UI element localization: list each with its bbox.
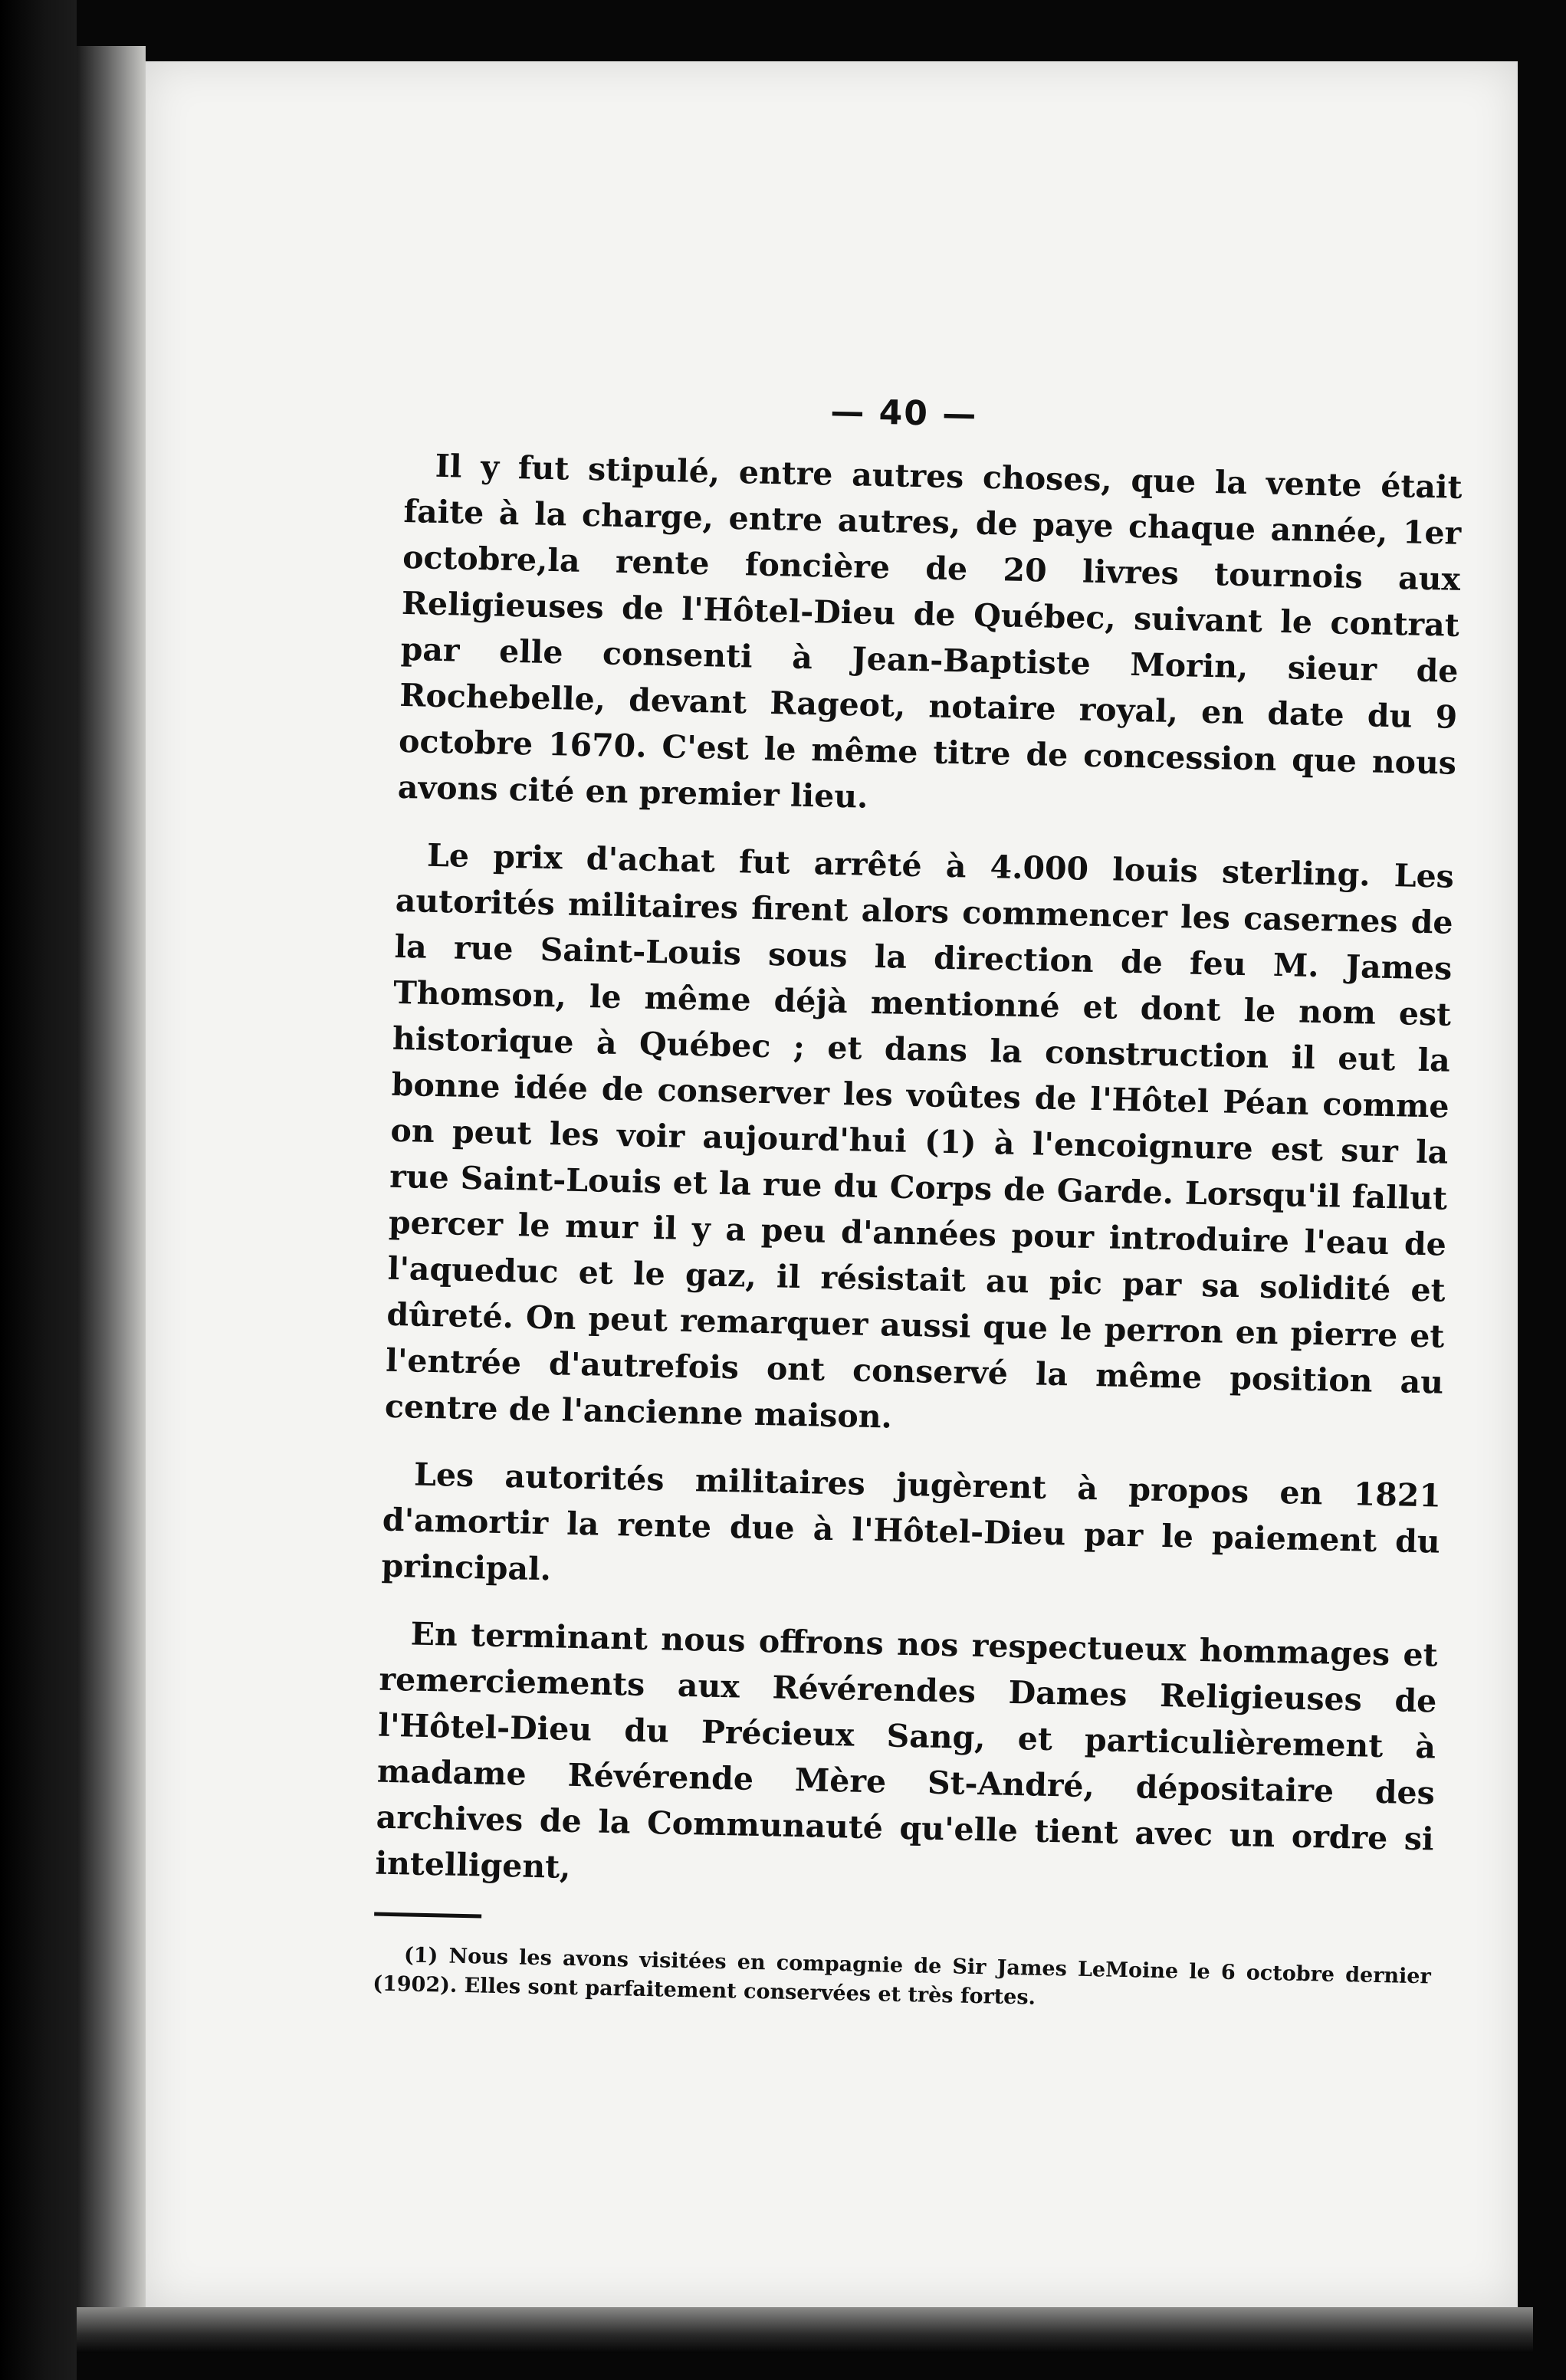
page-spine-edge: [77, 46, 146, 2338]
footnote-separator: [374, 1912, 481, 1919]
page-bottom-shadow: [77, 2307, 1533, 2353]
page-text-block: [372, 383, 1463, 2041]
scan-left-margin: [0, 0, 77, 2380]
paragraph-amortization: Les autorités militaires jugèrent à propos en 1821 d'amortir la rente due à l'Hôtel-Dieu par le paiement du principal.: [381, 1456, 1442, 1588]
paragraph-acknowledgements: En terminant nous offrons nos respectueux hommages et remerciements aux Révérendes Dames Religieuses de l'Hôtel-Dieu du Précieux Sang, et particulièrement à madame Révérende Mère St-André, dépositaire des archives de la Communauté qu'elle tient avec un ordre si intelligent,: [375, 1615, 1439, 1886]
paragraph-purchase-price: Le prix d'achat fut arrêté à 4.000 louis sterling. Les autorités militaires firent alors commencer les casernes de la rue Saint-Louis sous la direction de feu M. James Thomson, le même déjà mentionné et dont le nom est historique à Québec ; et dans la construction il eut la bonne idée de conserver les voûtes de l'Hôtel Péan comme on peut les voir aujourd'hui (1) à l'encoignure est sur la rue Saint-Louis et la rue du Corps de Garde. Lorsqu'il fallut percer le mur il y a peu d'années pour introduire l'eau de l'aqueduc et le gaz, il résistait au pic par sa solidité et dûreté. On peut remarquer aussi que le perron en pierre et l'entrée d'autrefois ont conservé la même position au centre de l'ancienne maison.: [384, 836, 1455, 1436]
paragraph-stipulation: Il y fut stipulé, entre autres choses, que la vente était faite à la charge, entre autres, de paye chaque année, 1er octobre,la rente foncière de 20 livres tournois aux Religieuses de l'Hôtel-Dieu de Québec, suivant le contrat par elle consenti à Jean-Baptiste Morin, sieur de Rochebelle, devant Rageot, notaire royal, en date du 9 octobre 1670. C'est le même titre de concession que nous avons cité en premier lieu.: [397, 447, 1463, 816]
footnote: (1) Nous les avons visitées en compagnie de Sir James LeMoine le 6 octobre dernier (1902). Elles sont parfaitement conservées et très fortes.: [372, 1943, 1432, 2010]
page-number: — 40 —: [829, 392, 978, 435]
